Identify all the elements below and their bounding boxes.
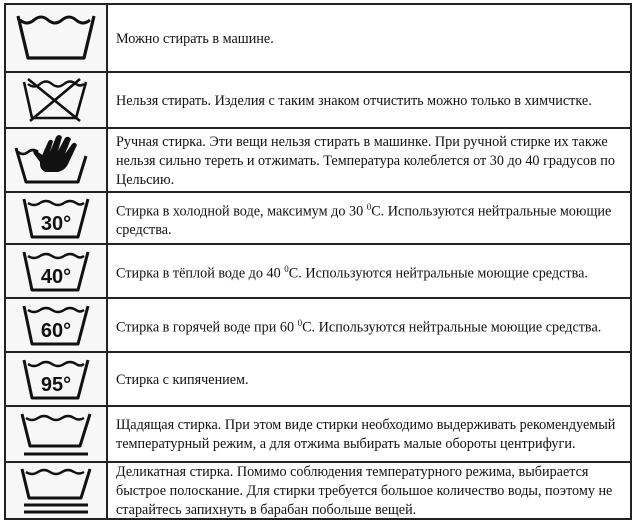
temperature-label: 60°: [40, 320, 72, 342]
washtub-95-icon: [14, 356, 98, 402]
table-row: [6, 245, 630, 299]
washtub-40-icon: [14, 248, 98, 294]
row-description: Стирка с кипячением.: [116, 371, 249, 388]
temperature-label: 95°: [40, 374, 72, 396]
icon-cell: [6, 353, 108, 405]
washtub-30-icon: [14, 195, 98, 241]
icon-cell: [6, 245, 108, 297]
row-description: Щадящая стирка. При этом виде стирки необходимо выдерживать рекомендуемый температурный режим, а для отжима выбирать малые обороты центрифуги.: [116, 417, 616, 452]
icon-cell: [6, 129, 108, 191]
table-row: [6, 73, 630, 129]
washtub-crossed-icon: [14, 76, 98, 124]
row-description: Стирка в холодной воде, максимум до 30 $^0$С. Используются нейтральные моющие средства.: [116, 201, 612, 239]
row-description: Можно стирать в машине.: [116, 30, 274, 47]
table-row: [6, 129, 630, 193]
table-row: [6, 5, 630, 73]
table-row: [6, 463, 630, 518]
icon-cell: [6, 407, 108, 461]
washtub-icon: [14, 12, 98, 64]
row-description: Ручная стирка. Эти вещи нельзя стирать в машинке. При ручной стирке их также нельзя сильно тереть и отжимать. Температура колеблется от 30 до 40 градусов по Цельсию.: [116, 133, 615, 188]
hand-icon: [33, 135, 77, 172]
laundry-symbols-table: [4, 3, 632, 520]
washtub-gentle-icon: [14, 410, 98, 458]
table-row: [6, 353, 630, 407]
row-description: Нельзя стирать. Изделия с таким знаком отчистить можно только в химчистке.: [116, 92, 592, 109]
washtub-hand-icon: [14, 132, 98, 188]
table-row: [6, 407, 630, 463]
icon-cell: [6, 73, 108, 127]
washtub-60-icon: [14, 302, 98, 348]
temperature-label: 40°: [40, 266, 72, 288]
icon-cell: [6, 299, 108, 351]
row-description: Деликатная стирка. Помимо соблюдения температурного режима, выбирается быстрое полоскание. Для стирки требуется большое количество воды, поэтому не старайтесь запихнуть в барабан побольше вещей.: [116, 464, 613, 518]
icon-cell: [6, 463, 108, 518]
washtub-delicate-icon: [14, 466, 98, 516]
icon-cell: [6, 193, 108, 243]
row-description: Стирка в горячей воде при 60 $^0$С. Используются нейтральные моющие средства.: [116, 318, 602, 336]
icon-cell: [6, 5, 108, 71]
table-row: [6, 193, 630, 245]
row-description: Стирка в тёплой воде до 40 $^0$С. Используются нейтральные моющие средства.: [116, 264, 588, 282]
temperature-label: 30°: [40, 213, 72, 235]
table-row: [6, 299, 630, 353]
